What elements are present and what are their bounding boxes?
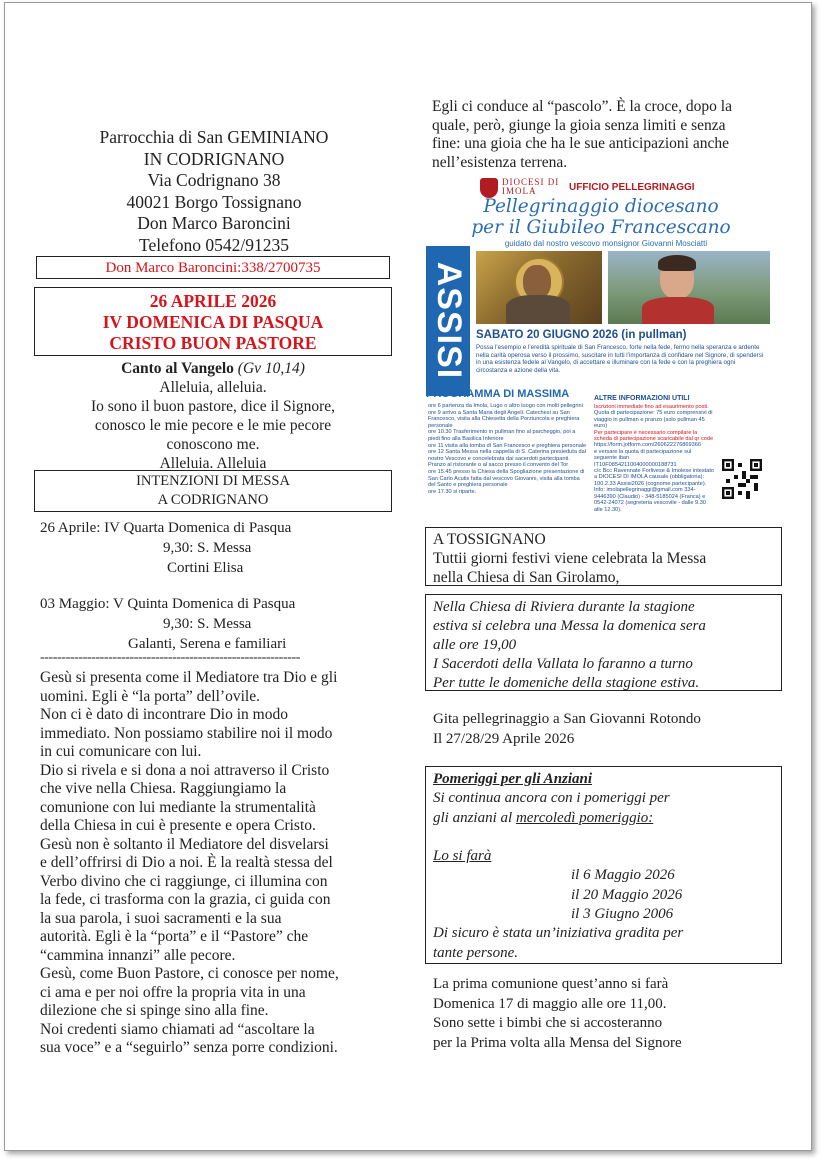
info-item: Info: imolapellegrinaggi@gmail.com 334-9446390 (Claudio) - 348-5185024 (Franca) e 0542-24072 (segreteria vescovile - dalle 9.30 alle 12.30). <box>594 487 706 513</box>
gospel-line: Io sono il buon pastore, dice il Signore, <box>90 398 336 415</box>
reflection-line: Verbo divino che ci raggiunge, ci illumina con <box>40 872 328 890</box>
reflection-line: e dell’offrirsi di Dio a noi. È la realtà stessa del <box>40 854 333 871</box>
riviera-line: I Sacerdoti della Vallata lo faranno a turno <box>433 656 693 672</box>
info-list <box>594 404 714 513</box>
info-item: Iscrizioni immediate fino ad esaurimento posti. <box>594 404 709 410</box>
title-box <box>34 287 392 356</box>
trip-line: Gita pellegrinaggio a San Giovanni Rotondo <box>433 711 701 727</box>
reflection-line: “cammina innanzi” alle pecore. <box>40 946 236 964</box>
tossignano-box <box>425 527 782 586</box>
elderly-closing: Di sicuro è stata un’iniziativa gradita per <box>433 925 684 942</box>
header-line: IN CODRIGNANO <box>143 148 285 169</box>
diocese-logo <box>480 178 498 198</box>
poster-date: SABATO 20 GIUGNO 2026 (in pullman) <box>476 329 687 341</box>
reflection-line: autorità. Egli è la “porta” e il “Pastore” che <box>40 928 309 945</box>
pilgrimage-poster <box>426 176 771 520</box>
feast-title: CRISTO BUON PASTORE <box>109 333 317 353</box>
reflection-line: Dio si rivela e si dona a noi attraverso il Cristo <box>40 761 330 779</box>
parish-header <box>36 127 392 256</box>
gospel-line: conosco le mie pecore e le mie pecore <box>94 417 332 434</box>
program-item: ore 9 arrivo a Santa Maria degli Angeli. Catechesi su San Francesco, visita alla Chiesetta della Porziuncola e preghiera personale <box>428 409 580 429</box>
mass-day: 03 Maggio: V Quinta Domenica di Pasqua <box>40 596 296 612</box>
reflection-line: uomini. Egli è “la porta” dell’ovile. <box>40 687 260 705</box>
right-intro-text <box>432 98 792 173</box>
program-item: ore 10.30 Trasferimento in pullman fino al parcheggio, poi a piedi fino alla Basilica Inferiore <box>428 429 576 442</box>
info-item: IT10F0854211004000000188731 <box>594 461 677 468</box>
program-item: ore 6 partenza da Imola, Lugo o altro luogo con molti pellegrini <box>428 403 583 409</box>
info-item: Quota di partecipazione: 75 euro comprensivi di viaggio in pullman e pranzo (solo pullman 45 euro) <box>594 410 713 430</box>
trip-line: Il 27/28/29 Aprile 2026 <box>433 730 575 747</box>
elderly-day: mercoledì pomeriggio: <box>515 809 654 826</box>
info-item: e versare la quota di partecipazione sul seguente iban <box>594 448 692 462</box>
communion-line: Domenica 17 di maggio alle ore 11,00. <box>433 995 667 1012</box>
gospel-line: conoscono me. <box>166 436 260 453</box>
reflection-line: Non ci è dato di incontrare Dio in modo <box>40 706 288 723</box>
riviera-line: Nella Chiesa di Riviera durante la stagione <box>433 599 695 615</box>
office-name: UFFICIO PELLEGRINAGGI <box>569 182 695 193</box>
info-item: https://form.jotform.com/260622276869366 <box>594 442 701 449</box>
reflection-line: che vive nella Chiesa. Raggiungiamo la <box>40 780 287 797</box>
info-item: c/c Bcc Ravennate Forlivese & Imolese intestato a DIOCESI DI IMOLA causale (obbligatoria): 100.2.33 Assisi2026 (cognome partecipante). <box>594 468 715 487</box>
mass-time: 9,30: S. Messa <box>163 616 252 632</box>
mass-intention-1 <box>40 518 390 578</box>
reflection-line: ci ama e per noi offre la propria vita in una <box>40 983 306 1001</box>
reflection-line: Gesù, come Buon Pastore, ci conosce per nome, <box>40 965 339 982</box>
date-title: 26 APRILE 2026 <box>149 291 277 311</box>
communion-line: La prima comunione quest’anno si farà <box>433 976 669 992</box>
gospel-line: Alleluia. Alleluia <box>159 455 267 472</box>
reflection-line: della Chiesa in cui è presente e opera Cristo. <box>40 817 316 834</box>
poster-guide: guidato dal nostro vescovo monsignor Giovanni Mosciatti <box>504 239 708 248</box>
reflection-line: dilezione che si spinge sino alla fine. <box>40 1002 269 1019</box>
program-item: ore 17.30 si riparte. <box>428 488 477 495</box>
phone-text: Don Marco Baroncini:338/2700735 <box>105 260 321 276</box>
reflection-line: la sua parola, i suoi sacramenti e la sua <box>40 909 282 927</box>
poster-description: Possa l’esempio e l’eredità spirituale di San Francesco, forte nella fede, fermo nella speranza e ardente nella carità operosa verso il prossimo, suscitare in tutti l’importanza di confidare nel Signore, di spendersi in una esistenza fedele al Vangelo, di accettare e illuminare con la fede e con la preghiera ogni circostanza e azione della vita. <box>476 344 764 374</box>
riviera-line: estiva si celebra una Messa la domenica sera <box>433 618 706 634</box>
reflection-line: comunione con lui mediante la strumentalità <box>40 798 316 816</box>
program-item: ore 11 visita alla tomba di San Francesco e preghiera personale <box>428 442 587 449</box>
diocese-name: DIOCESI DI IMOLA <box>502 177 560 196</box>
header-line: 40021 Borgo Tossignano <box>126 191 302 212</box>
reflection-line: in cui comunicare con lui. <box>40 743 202 760</box>
assisi-band <box>426 246 470 396</box>
header-line: Don Marco Baroncini <box>137 213 291 233</box>
reflection-line: immediato. Non possiamo stabilire noi il modo <box>40 724 333 742</box>
mass-time: 9,30: S. Messa <box>163 540 252 556</box>
elderly-date: il 3 Giugno 2006 <box>571 906 674 923</box>
elderly-afternoons-box <box>425 766 782 964</box>
poster-title-2: per il Giubileo Francescano <box>471 217 731 238</box>
mass-day: 26 Aprile: IV Quarta Domenica di Pasqua <box>40 520 292 536</box>
communion-line: per la Prima volta alla Mensa del Signore <box>433 1034 682 1051</box>
intro-line: fine: una gioia che ha le sue anticipazioni anche <box>432 135 729 153</box>
mass-names: Galanti, Serena e familiari <box>128 636 287 652</box>
info-title: ALTRE INFORMAZIONI UTILI <box>594 395 690 402</box>
carlo-acutis-image <box>608 251 770 324</box>
elderly-closing: tante persone. <box>433 944 518 961</box>
gospel-reference: (Gv 10,14) <box>237 360 305 377</box>
intro-line: nell’esistenza terrena. <box>432 154 568 172</box>
assisi-city: ASSISI <box>430 261 468 380</box>
info-item: Per partecipare è necessario compilare la scheda di partecipazione scaricabile dal qr code <box>594 429 714 443</box>
tossignano-line: nella Chiesa di San Girolamo, <box>433 569 620 586</box>
first-communion <box>433 975 783 1053</box>
intro-line: Egli ci conduce al “pascolo”. È la croce, dopo la <box>432 98 732 115</box>
header-line: Via Codrignano 38 <box>147 170 281 190</box>
communion-line: Sono sette i bimbi che si accosteranno <box>433 1015 663 1031</box>
qr-code <box>722 459 762 499</box>
reflection-line: la fede, ci trasforma con la grazia, ci guida con <box>40 891 331 908</box>
intentions-line: INTENZIONI DI MESSA <box>136 473 290 489</box>
intentions-line: A CODRIGNANO <box>157 492 269 508</box>
header-line: Parrocchia di San GEMINIANO <box>99 127 329 147</box>
intentions-box <box>34 470 392 512</box>
gospel-heading: Canto al Vangelo <box>121 360 234 377</box>
program-list <box>428 403 588 495</box>
reflection-line: sua voce” e a “seguirlo” senza porre condizioni. <box>40 1039 338 1056</box>
saint-francis-image <box>476 251 602 324</box>
reflection-text <box>40 669 395 1058</box>
reflection-line: Gesù si presenta come il Mediatore tra Dio e gli <box>40 669 338 686</box>
pilgrimage-trip <box>433 710 783 749</box>
reflection-line: Gesù non è soltanto il Mediatore del disvelarsi <box>40 835 329 853</box>
elderly-date: il 6 Maggio 2026 <box>571 867 675 884</box>
program-title: PROGRAMMA DI MASSIMA <box>426 388 570 400</box>
poster-title-1: Pellegrinaggio diocesano <box>483 196 719 217</box>
elderly-title: Pomeriggi per gli Anziani <box>433 771 593 787</box>
riviera-box <box>425 594 782 691</box>
tossignano-line: Tuttii giorni festivi viene celebrata la Messa <box>433 550 707 567</box>
program-item: ore 15.45 presso la Chiesa della Spogliazione presentazione di San Carlo Acutis fatta dal vescovo Giovanni, visita alla tomba del Santo e preghiera personale <box>428 468 585 489</box>
riviera-line: alle ore 19,00 <box>433 637 517 653</box>
elderly-line: gli anziani al <box>433 809 516 826</box>
mass-intention-2 <box>40 594 390 654</box>
mass-names: Cortini Elisa <box>167 560 244 576</box>
reflection-line: Noi credenti siamo chiamati ad “ascoltare la <box>40 1020 315 1038</box>
header-line: Telefono 0542/91235 <box>139 234 289 255</box>
gospel-acclamation <box>34 359 392 473</box>
tossignano-title: A TOSSIGNANO <box>433 531 546 548</box>
separator-line: ------------------------------------------------------------- <box>40 650 300 665</box>
phone-box <box>36 256 390 279</box>
program-item: ore 12 Santa Messa nella cappella di S. Caterina presieduta dal nostro Vescovo e concelebrata dai sacerdoti partecipanti. Pranzo al ristorante o al sacco presso il convento del Tor <box>428 449 586 469</box>
gospel-line: Alleluia, alleluia. <box>159 379 267 396</box>
sunday-title: IV DOMENICA DI PASQUA <box>102 312 324 332</box>
riviera-line: Per tutte le domeniche della stagione estiva. <box>433 675 700 691</box>
elderly-line: Si continua ancora con i pomeriggi per <box>433 790 670 807</box>
elderly-date: il 20 Maggio 2026 <box>571 886 683 903</box>
intro-line: quale, però, giunge la gioia senza limiti e senza <box>432 116 726 134</box>
elderly-subheading: Lo si farà <box>433 848 492 865</box>
